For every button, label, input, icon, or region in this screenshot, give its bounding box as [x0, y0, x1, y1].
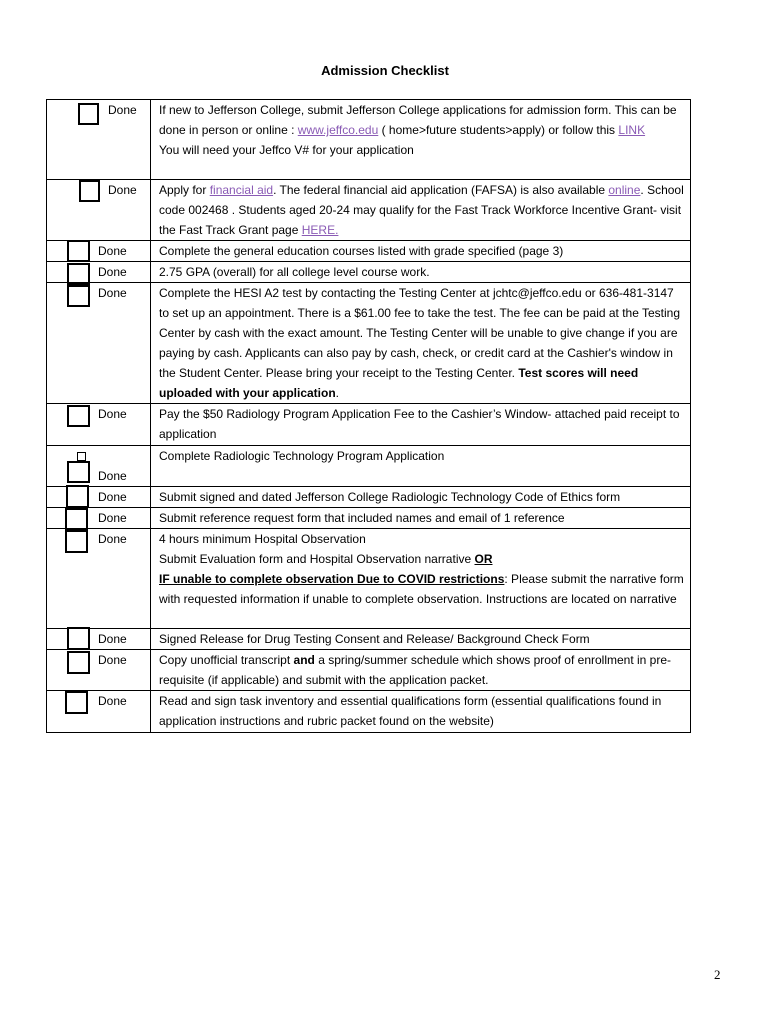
item-text: Pay the $50 Radiology Program Application Fee to the Cashier’s Window- attached paid receipt to application [151, 404, 691, 446]
item-text: Copy unofficial transcript and a spring/summer schedule which shows proof of enrollment in pre-requisite (if applicable) and submit with the application packet. [151, 650, 691, 691]
checkbox-cell [47, 241, 151, 262]
done-label: Done [98, 632, 127, 646]
checklist-row [47, 487, 691, 508]
done-label: Done [108, 103, 137, 117]
checklist-row [47, 180, 691, 241]
checklist-row [47, 508, 691, 529]
checkbox-cell [47, 529, 151, 629]
checkbox-cell [47, 100, 151, 180]
fast-track-link[interactable]: HERE. [301, 223, 339, 237]
done-label: Done [98, 490, 127, 504]
item-text: Submit reference request form that included names and email of 1 reference [151, 508, 691, 529]
checklist-row [47, 404, 691, 446]
checkbox[interactable] [67, 285, 90, 307]
checkbox-cell [47, 262, 151, 283]
checkbox-cell [47, 404, 151, 446]
checkbox-cell [47, 629, 151, 650]
done-label: Done [98, 653, 127, 667]
done-label: Done [98, 244, 127, 258]
checkbox[interactable] [67, 461, 90, 483]
done-label: Done [98, 407, 127, 421]
checklist-row [47, 283, 691, 404]
done-label: Done [98, 532, 127, 546]
done-label: Done [98, 694, 127, 708]
item-text: Signed Release for Drug Testing Consent and Release/ Background Check Form [151, 629, 691, 650]
checkbox[interactable] [67, 240, 90, 262]
small-checkbox[interactable] [77, 452, 86, 461]
item-text: 4 hours minimum Hospital Observation Submit Evaluation form and Hospital Observation narrative OR IF unable to complete observation Due to COVID restrictions: Please submit the narrative form with requested information if unable to complete observation. Instructions are located on narrative [151, 529, 691, 629]
checklist-row [47, 241, 691, 262]
item-text: Complete the general education courses listed with grade specified (page 3) [151, 241, 691, 262]
item-text: If new to Jefferson College, submit Jefferson College applications for admission form. This can be done in person or online : www.jeffco.edu ( home>future students>apply) or follow this LINK You will need your Jeffco V# for your application [151, 100, 691, 180]
checkbox-cell [47, 691, 151, 733]
checkbox-cell [47, 487, 151, 508]
checkbox[interactable] [66, 485, 89, 508]
item-text: 2.75 GPA (overall) for all college level course work. [151, 262, 691, 283]
item-text: Complete the HESI A2 test by contacting the Testing Center at jchtc@jeffco.edu or 636-481-3147 to set up an appointment. There is a $61.00 fee to take the test. The fee can be paid at the Testing Center by cash with the exact amount. The Testing Center will be unable to give change if you are paying by cash. Applicants can also pay by cash, check, or credit card at the Cashier's window in the Student Center. Please bring your receipt to the Testing Center. Test scores will need uploaded with your application. [151, 283, 691, 404]
checklist-row [47, 691, 691, 733]
item-text: Complete Radiologic Technology Program Application [151, 446, 691, 487]
jeffco-link[interactable]: www.jeffco.edu [297, 123, 379, 137]
checkbox-cell [47, 180, 151, 241]
item-text: Submit signed and dated Jefferson College Radiologic Technology Code of Ethics form [151, 487, 691, 508]
done-label: Done [98, 286, 127, 300]
checkbox[interactable] [79, 180, 100, 202]
checklist-row [47, 650, 691, 691]
checkbox-cell [47, 283, 151, 404]
financial-aid-link[interactable]: financial aid [209, 183, 274, 197]
checkbox[interactable] [67, 405, 90, 427]
checklist-row [47, 446, 691, 487]
checklist-row [47, 100, 691, 180]
checkbox-cell [47, 446, 151, 487]
link[interactable]: LINK [618, 123, 646, 137]
checkbox-cell [47, 650, 151, 691]
done-label: Done [108, 183, 137, 197]
item-text: Apply for financial aid. The federal financial aid application (FAFSA) is also available online. School code 002468 . Students aged 20-24 may qualify for the Fast Track Workforce Incentive Grant- visit the Fast Track Grant page HERE. [151, 180, 691, 241]
admission-checklist-table [46, 99, 691, 733]
done-label: Done [98, 511, 127, 525]
checkbox[interactable] [65, 691, 88, 714]
checklist-row [47, 262, 691, 283]
checkbox-cell [47, 508, 151, 529]
page-number: 2 [714, 967, 721, 982]
item-text: Read and sign task inventory and essential qualifications form (essential qualifications found in application instructions and rubric packet found on the website) [151, 691, 691, 733]
checkbox[interactable] [65, 530, 88, 553]
checklist-row [47, 629, 691, 650]
done-label: Done [98, 469, 127, 483]
checkbox[interactable] [67, 651, 90, 674]
checklist-row [47, 529, 691, 629]
done-label: Done [98, 265, 127, 279]
fafsa-online-link[interactable]: online [608, 183, 641, 197]
page-title: Admission Checklist [321, 63, 449, 78]
checkbox[interactable] [67, 627, 90, 650]
checkbox[interactable] [78, 103, 99, 125]
